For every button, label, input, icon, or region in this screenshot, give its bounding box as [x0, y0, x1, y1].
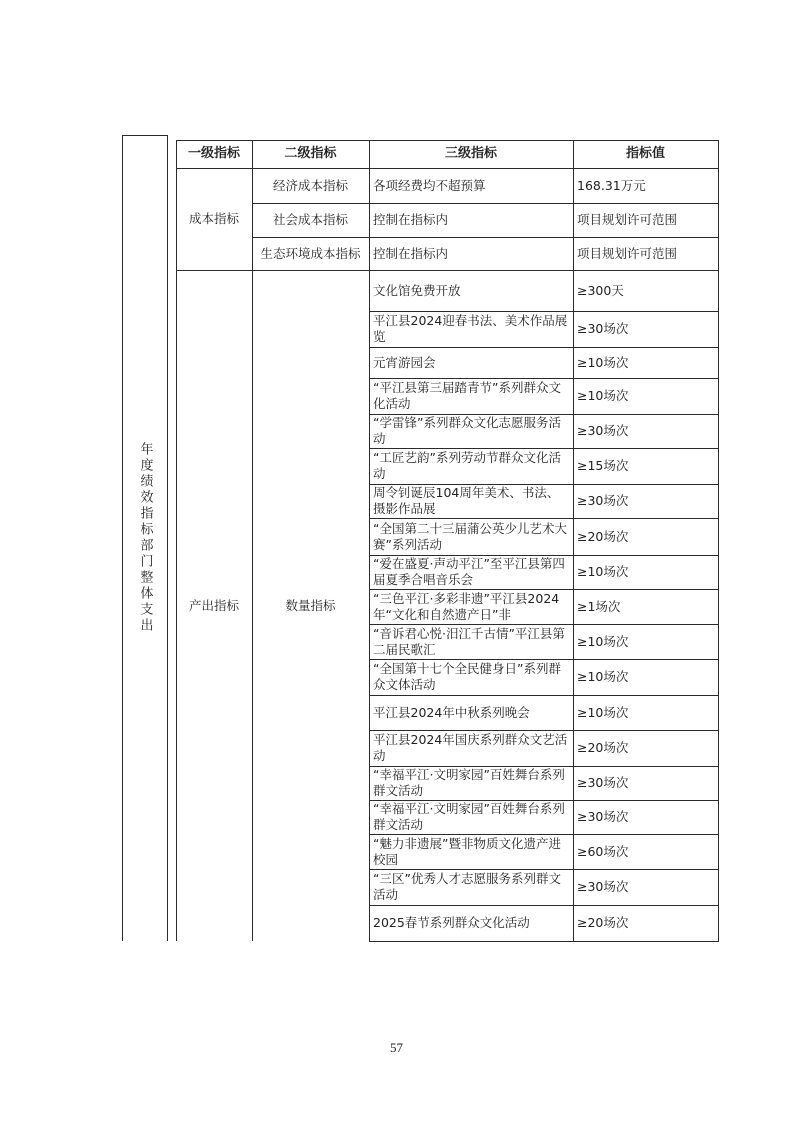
cost-row-value: 168.31万元 [577, 177, 646, 193]
output-row-level3: “工匠艺韵”系列劳动节群众文化活动 [373, 450, 561, 481]
table-rule [718, 140, 719, 941]
table-rule [369, 905, 719, 906]
cost-row-level2: 生态环境成本指标 [260, 245, 361, 261]
cost-indicator-label: 成本指标 [188, 211, 239, 226]
table-rule [369, 659, 719, 660]
table-rule [369, 589, 719, 590]
table-rule [369, 834, 719, 835]
output-row-value: ≥20场次 [577, 528, 629, 544]
cost-row-level2: 社会成本指标 [272, 212, 348, 227]
output-row-value: ≥60场次 [577, 843, 629, 859]
output-row-level3: “全国第二十三届蒲公英少儿艺术大赛”系列活动 [373, 520, 567, 552]
header-value: 指标值 [625, 146, 665, 161]
output-row-level3: 文化馆免费开放 [373, 282, 461, 298]
output-row-value: ≥20场次 [577, 915, 629, 930]
table-rule [122, 135, 168, 136]
table-rule [369, 869, 719, 870]
output-row-level3: 周令钊诞辰104周年美术、书法、摄影作品展 [373, 485, 560, 516]
output-row-level3: 平江县2024迎春书法、美术作品展览 [373, 313, 568, 344]
table-rule [369, 695, 719, 696]
table-rule [573, 140, 574, 941]
output-row-value: ≥30场次 [577, 879, 629, 894]
table-rule [252, 237, 719, 238]
output-row-value: ≥10场次 [577, 704, 629, 720]
table-rule [369, 140, 370, 941]
output-indicator-label: 产出指标 [188, 597, 239, 613]
output-row-value: ≥30场次 [577, 493, 629, 508]
output-row-value: ≥10场次 [577, 354, 629, 370]
cost-row-level3: 控制在指标内 [373, 245, 449, 261]
table-rule [176, 168, 719, 169]
cost-row-value: 项目规划许可范围 [577, 212, 678, 227]
table-rule [369, 624, 719, 625]
output-row-value: ≥30场次 [577, 775, 629, 790]
output-row-value: ≥30场次 [577, 809, 629, 824]
table-rule [122, 135, 123, 941]
output-row-value: ≥300天 [577, 282, 624, 298]
table-rule [369, 484, 719, 485]
output-row-level3: “三区”优秀人才志愿服务系列群文活动 [373, 871, 561, 902]
table-rule [369, 800, 719, 801]
output-row-level3: “平江县第三届踏青节”系列群众文化活动 [373, 380, 561, 411]
output-row-value: ≥10场次 [577, 633, 629, 649]
table-rule [369, 555, 719, 556]
output-row-value: ≥1场次 [577, 598, 621, 614]
output-row-level3: “全国第十七个全民健身日”系列群众文体活动 [373, 661, 561, 692]
table-rule [369, 448, 719, 449]
page-number: 57 [390, 1040, 403, 1055]
table-rule [176, 140, 719, 141]
table-rule [369, 941, 719, 942]
output-row-level3: “音诉君心悦·汨江千古情”平江县第二届民歌汇 [373, 625, 565, 657]
output-row-level3: 元宵游园会 [373, 354, 436, 370]
table-rule [252, 140, 253, 941]
output-row-value: ≥10场次 [577, 669, 629, 684]
cost-row-level3: 各项经费均不超预算 [373, 177, 486, 193]
output-row-value: ≥30场次 [577, 321, 629, 336]
table-rule [369, 311, 719, 312]
table-rule [167, 135, 168, 941]
header-level2: 二级指标 [284, 146, 337, 161]
table-rule [252, 203, 719, 204]
output-row-level3: 2025春节系列群众文化活动 [373, 915, 530, 930]
table-rule [369, 347, 719, 348]
header-level3: 三级指标 [444, 146, 497, 161]
output-row-value: ≥20场次 [577, 740, 629, 755]
output-row-level3: 平江县2024年中秋系列晚会 [373, 704, 530, 720]
output-row-value: ≥10场次 [577, 564, 629, 579]
table-rule [369, 518, 719, 519]
output-row-level3: “爱在盛夏·声动平江”至平江县第四届夏季合唱音乐会 [373, 556, 565, 587]
table-rule [369, 378, 719, 379]
table-rule [369, 730, 719, 731]
table-rule [176, 140, 177, 941]
output-row-value: ≥10场次 [577, 388, 629, 403]
output-row-level3: 平江县2024年国庆系列群众文艺活动 [373, 732, 568, 763]
cost-row-level2: 经济成本指标 [272, 177, 348, 193]
output-row-level3: “学雷锋”系列群众文化志愿服务活动 [373, 415, 561, 446]
output-row-level3: “三色平江·多彩非遗”平江县2024年“文化和自然遗产日”非 [373, 590, 560, 622]
cost-row-value: 项目规划许可范围 [577, 245, 678, 261]
header-level1: 一级指标 [187, 146, 240, 161]
output-row-level3: “幸福平江·文明家园”百姓舞台系列群文活动 [373, 801, 565, 832]
output-row-level3: “魅力非遗展”暨非物质文化遗产进校园 [373, 835, 561, 867]
cost-row-level3: 控制在指标内 [373, 212, 449, 227]
quantity-indicator-label: 数量指标 [285, 597, 336, 613]
output-row-value: ≥30场次 [577, 423, 629, 438]
output-row-level3: “幸福平江·文明家园”百姓舞台系列群文活动 [373, 767, 565, 798]
table-rule [369, 766, 719, 767]
section-label: 年度绩效指标部门整体支出 [137, 442, 153, 634]
output-row-value: ≥15场次 [577, 458, 629, 473]
table-rule [176, 270, 719, 271]
table-rule [369, 414, 719, 415]
